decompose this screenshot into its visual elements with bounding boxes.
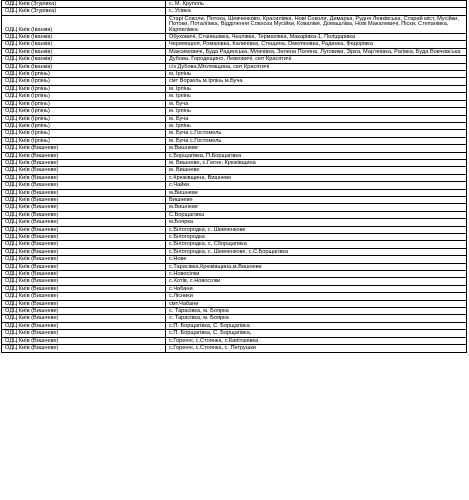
locality-cell: Вишневе: [166, 196, 467, 203]
region-cell: ОДЦ Київ (Ірпінь): [2, 71, 166, 78]
table-row: [2, 300, 467, 307]
table-row: [2, 182, 467, 189]
locality-cell: С.Борщагівка: [166, 211, 467, 218]
region-cell: ОДЦ Київ (Вишневе): [2, 211, 166, 218]
locality-cell: м.Вишневе: [166, 204, 467, 211]
region-cell: ОДЦ Київ (Вишневе): [2, 345, 166, 352]
region-cell: ОДЦ Київ (Вишневе): [2, 182, 166, 189]
region-cell: ОДЦ Київ (Вишневе): [2, 189, 166, 196]
table-row: [2, 15, 467, 33]
region-cell: ОДЦ Київ (Іванків): [2, 34, 166, 41]
table-row: [2, 63, 467, 70]
table-row: [2, 167, 467, 174]
table-row: [2, 122, 467, 129]
table-row: [2, 34, 467, 41]
table-row: [2, 108, 467, 115]
locality-cell: с.Лісники: [166, 293, 467, 300]
region-cell: ОДЦ Київ (Вишневе): [2, 234, 166, 241]
table-row: [2, 345, 467, 352]
region-cell: ОДЦ Київ (Вишневе): [2, 308, 166, 315]
region-cell: ОДЦ Київ (Ірпінь): [2, 100, 166, 107]
region-cell: ОДЦ Київ (Іванків): [2, 15, 166, 33]
locality-cell: Старі Соколи, Потока, Шевченково, Красилівка, Нові Соколи, Димарка, Рудня Левківська, Старий міст, Мусійки, Потоки, Поталіївка, Відділення Совхоза Мусійки, Коваліве, Домашліва, Нові Макалевичі, Піски, Степанівка, Карпилівка: [166, 15, 467, 33]
table-row: [2, 271, 467, 278]
locality-cell: с. М. Круполь: [166, 1, 467, 8]
region-cell: ОДЦ Київ (Вишневе): [2, 174, 166, 181]
region-cell: ОДЦ Київ (Вишневе): [2, 293, 166, 300]
locality-cell: м.Вишневе: [166, 189, 467, 196]
locality-cell: с.Новосілки: [166, 271, 467, 278]
locality-cell: м. Буча с.Гостомель: [166, 130, 467, 137]
locality-cell: с.Білогородка, с. Шевченкове: [166, 226, 467, 233]
table-row: [2, 330, 467, 337]
table-row: [2, 71, 467, 78]
table-row: [2, 322, 467, 329]
locality-cell: м. Вишневе: [166, 167, 467, 174]
table-row: [2, 219, 467, 226]
region-cell: ОДЦ Київ (Вишневе): [2, 271, 166, 278]
region-cell: ОДЦ Київ (Вишневе): [2, 315, 166, 322]
locality-cell: м. Ірпінь: [166, 93, 467, 100]
locality-cell: с.Тарасівка,Крюківщина,м.Вишневе: [166, 263, 467, 270]
locality-cell: с. Тарасівка, м. Боярка: [166, 315, 467, 322]
locality-cell: смт Ворзель м.Ірпінь м.Буча: [166, 78, 467, 85]
locality-cell: с. Усівка: [166, 8, 467, 15]
table-row: [2, 93, 467, 100]
locality-cell: Обуховичі, Станишівка, Чкалівка, Термахівка, Макарівка-1, Полідарівка: [166, 34, 467, 41]
locality-cell: м. Ірпінь: [166, 71, 467, 78]
table-row: [2, 56, 467, 63]
locality-cell: с. Тарасівка, м. Боярка: [166, 308, 467, 315]
locality-cell: м. Вишневе, с.Гатне, Крюківщина: [166, 159, 467, 166]
table-row: [2, 315, 467, 322]
table-row: [2, 8, 467, 15]
locality-cell: м.Вишневе: [166, 145, 467, 152]
region-cell: ОДЦ Київ (Ірпінь): [2, 85, 166, 92]
table-row: [2, 204, 467, 211]
region-cell: ОДЦ Київ (Вишневе): [2, 256, 166, 263]
region-cell: ОДЦ Київ (Ірпінь): [2, 130, 166, 137]
region-cell: ОДЦ Київ (Вишневе): [2, 219, 166, 226]
table-row: [2, 256, 467, 263]
locality-cell: м. Буча: [166, 115, 467, 122]
table-row: [2, 137, 467, 144]
outage-table: [1, 0, 467, 353]
table-row: [2, 226, 467, 233]
locality-cell: с.П. Борщагівка, С. Борщагівка,: [166, 330, 467, 337]
table-row: [2, 41, 467, 48]
region-cell: ОДЦ Київ (Вишневе): [2, 196, 166, 203]
region-cell: ОДЦ Київ (Вишневе): [2, 152, 166, 159]
region-cell: ОДЦ Київ (Вишневе): [2, 159, 166, 166]
region-cell: ОДЦ Київ (Ірпінь): [2, 108, 166, 115]
locality-cell: Максимовичі, Буда Радинська, Млачівка, Зелена Поляна, Луговики, Зірка, Мар'янівка, Рагівка, Буда Вовчківська: [166, 48, 467, 55]
table-row: [2, 278, 467, 285]
table-row: [2, 85, 467, 92]
region-cell: ОДЦ Київ (Вишневе): [2, 248, 166, 255]
region-cell: ОДЦ Київ (Ірпінь): [2, 122, 166, 129]
locality-cell: смт.Чабани: [166, 300, 467, 307]
region-cell: ОДЦ Київ (Вишневе): [2, 330, 166, 337]
table-row: [2, 130, 467, 137]
locality-cell: с/з Дубова,Міхлевщина, смт Красятичі: [166, 63, 467, 70]
locality-cell: Черемошня, Романівка, Калинівка, Стещина, Омелянівка, Радинка, Федорівка: [166, 41, 467, 48]
locality-cell: м. Ірпінь: [166, 122, 467, 129]
region-cell: ОДЦ Київ (Згурівка): [2, 8, 166, 15]
region-cell: ОДЦ Київ (Вишневе): [2, 285, 166, 292]
region-cell: ОДЦ Київ (Вишневе): [2, 241, 166, 248]
locality-cell: м. Буча: [166, 100, 467, 107]
locality-cell: с.Нове: [166, 256, 467, 263]
table-row: [2, 189, 467, 196]
table-row: [2, 152, 467, 159]
region-cell: ОДЦ Київ (Вишневе): [2, 226, 166, 233]
locality-cell: м.Боярка: [166, 219, 467, 226]
region-cell: ОДЦ Київ (Іванків): [2, 63, 166, 70]
table-row: [2, 48, 467, 55]
table-row: [2, 78, 467, 85]
locality-cell: с.Крюківщина, Вишневе: [166, 174, 467, 181]
locality-cell: м. Ірпінь: [166, 85, 467, 92]
table-row: [2, 293, 467, 300]
region-cell: ОДЦ Київ (Ірпінь): [2, 115, 166, 122]
region-cell: ОДЦ Київ (Ірпінь): [2, 93, 166, 100]
locality-cell: м. Ірпінь: [166, 108, 467, 115]
locality-cell: м. Буча с.Гостомель: [166, 137, 467, 144]
locality-cell: с.Білогородка, с. Шевченкове, с.С.Борщагівка: [166, 248, 467, 255]
region-cell: ОДЦ Київ (Вишневе): [2, 145, 166, 152]
table-row: [2, 211, 467, 218]
table-row: [2, 100, 467, 107]
table-row: [2, 308, 467, 315]
region-cell: ОДЦ Київ (Згурівка): [2, 1, 166, 8]
locality-cell: Дубова, Городещино, Левковичі, смт Красятичі: [166, 56, 467, 63]
locality-cell: с.Чабани.: [166, 285, 467, 292]
region-cell: ОДЦ Київ (Вишневе): [2, 322, 166, 329]
table-row: [2, 196, 467, 203]
locality-cell: с.Білогородка, с. Сборщагівка: [166, 241, 467, 248]
table-body: [2, 1, 467, 353]
locality-cell: с.Чайки: [166, 182, 467, 189]
locality-cell: с.П. Борщагівка, С. Борщагівка: [166, 322, 467, 329]
locality-cell: с.Хотів, с.Новосілки: [166, 278, 467, 285]
region-cell: ОДЦ Київ (Вишневе): [2, 337, 166, 344]
table-row: [2, 248, 467, 255]
table-row: [2, 285, 467, 292]
region-cell: ОДЦ Київ (Іванків): [2, 41, 166, 48]
table-row: [2, 174, 467, 181]
table-row: [2, 1, 467, 8]
locality-cell: с.Горенчі, с.Стоянка, с. Петрушки: [166, 345, 467, 352]
locality-cell: с.Горенчі, с.Стоянка, с.Капітанівка: [166, 337, 467, 344]
table-row: [2, 159, 467, 166]
region-cell: ОДЦ Київ (Іванків): [2, 56, 166, 63]
table-row: [2, 234, 467, 241]
region-cell: ОДЦ Київ (Ірпінь): [2, 78, 166, 85]
table-row: [2, 115, 467, 122]
table-row: [2, 241, 467, 248]
table-row: [2, 337, 467, 344]
region-cell: ОДЦ Київ (Іванків): [2, 48, 166, 55]
region-cell: ОДЦ Київ (Вишневе): [2, 263, 166, 270]
locality-cell: с.Борщагівка, П.Борщагівка: [166, 152, 467, 159]
locality-cell: с.Білогородка: [166, 234, 467, 241]
region-cell: ОДЦ Київ (Вишневе): [2, 167, 166, 174]
table-row: [2, 263, 467, 270]
region-cell: ОДЦ Київ (Ірпінь): [2, 137, 166, 144]
region-cell: ОДЦ Київ (Вишневе): [2, 204, 166, 211]
region-cell: ОДЦ Київ (Вишневе): [2, 278, 166, 285]
region-cell: ОДЦ Київ (Вишневе): [2, 300, 166, 307]
table-row: [2, 145, 467, 152]
